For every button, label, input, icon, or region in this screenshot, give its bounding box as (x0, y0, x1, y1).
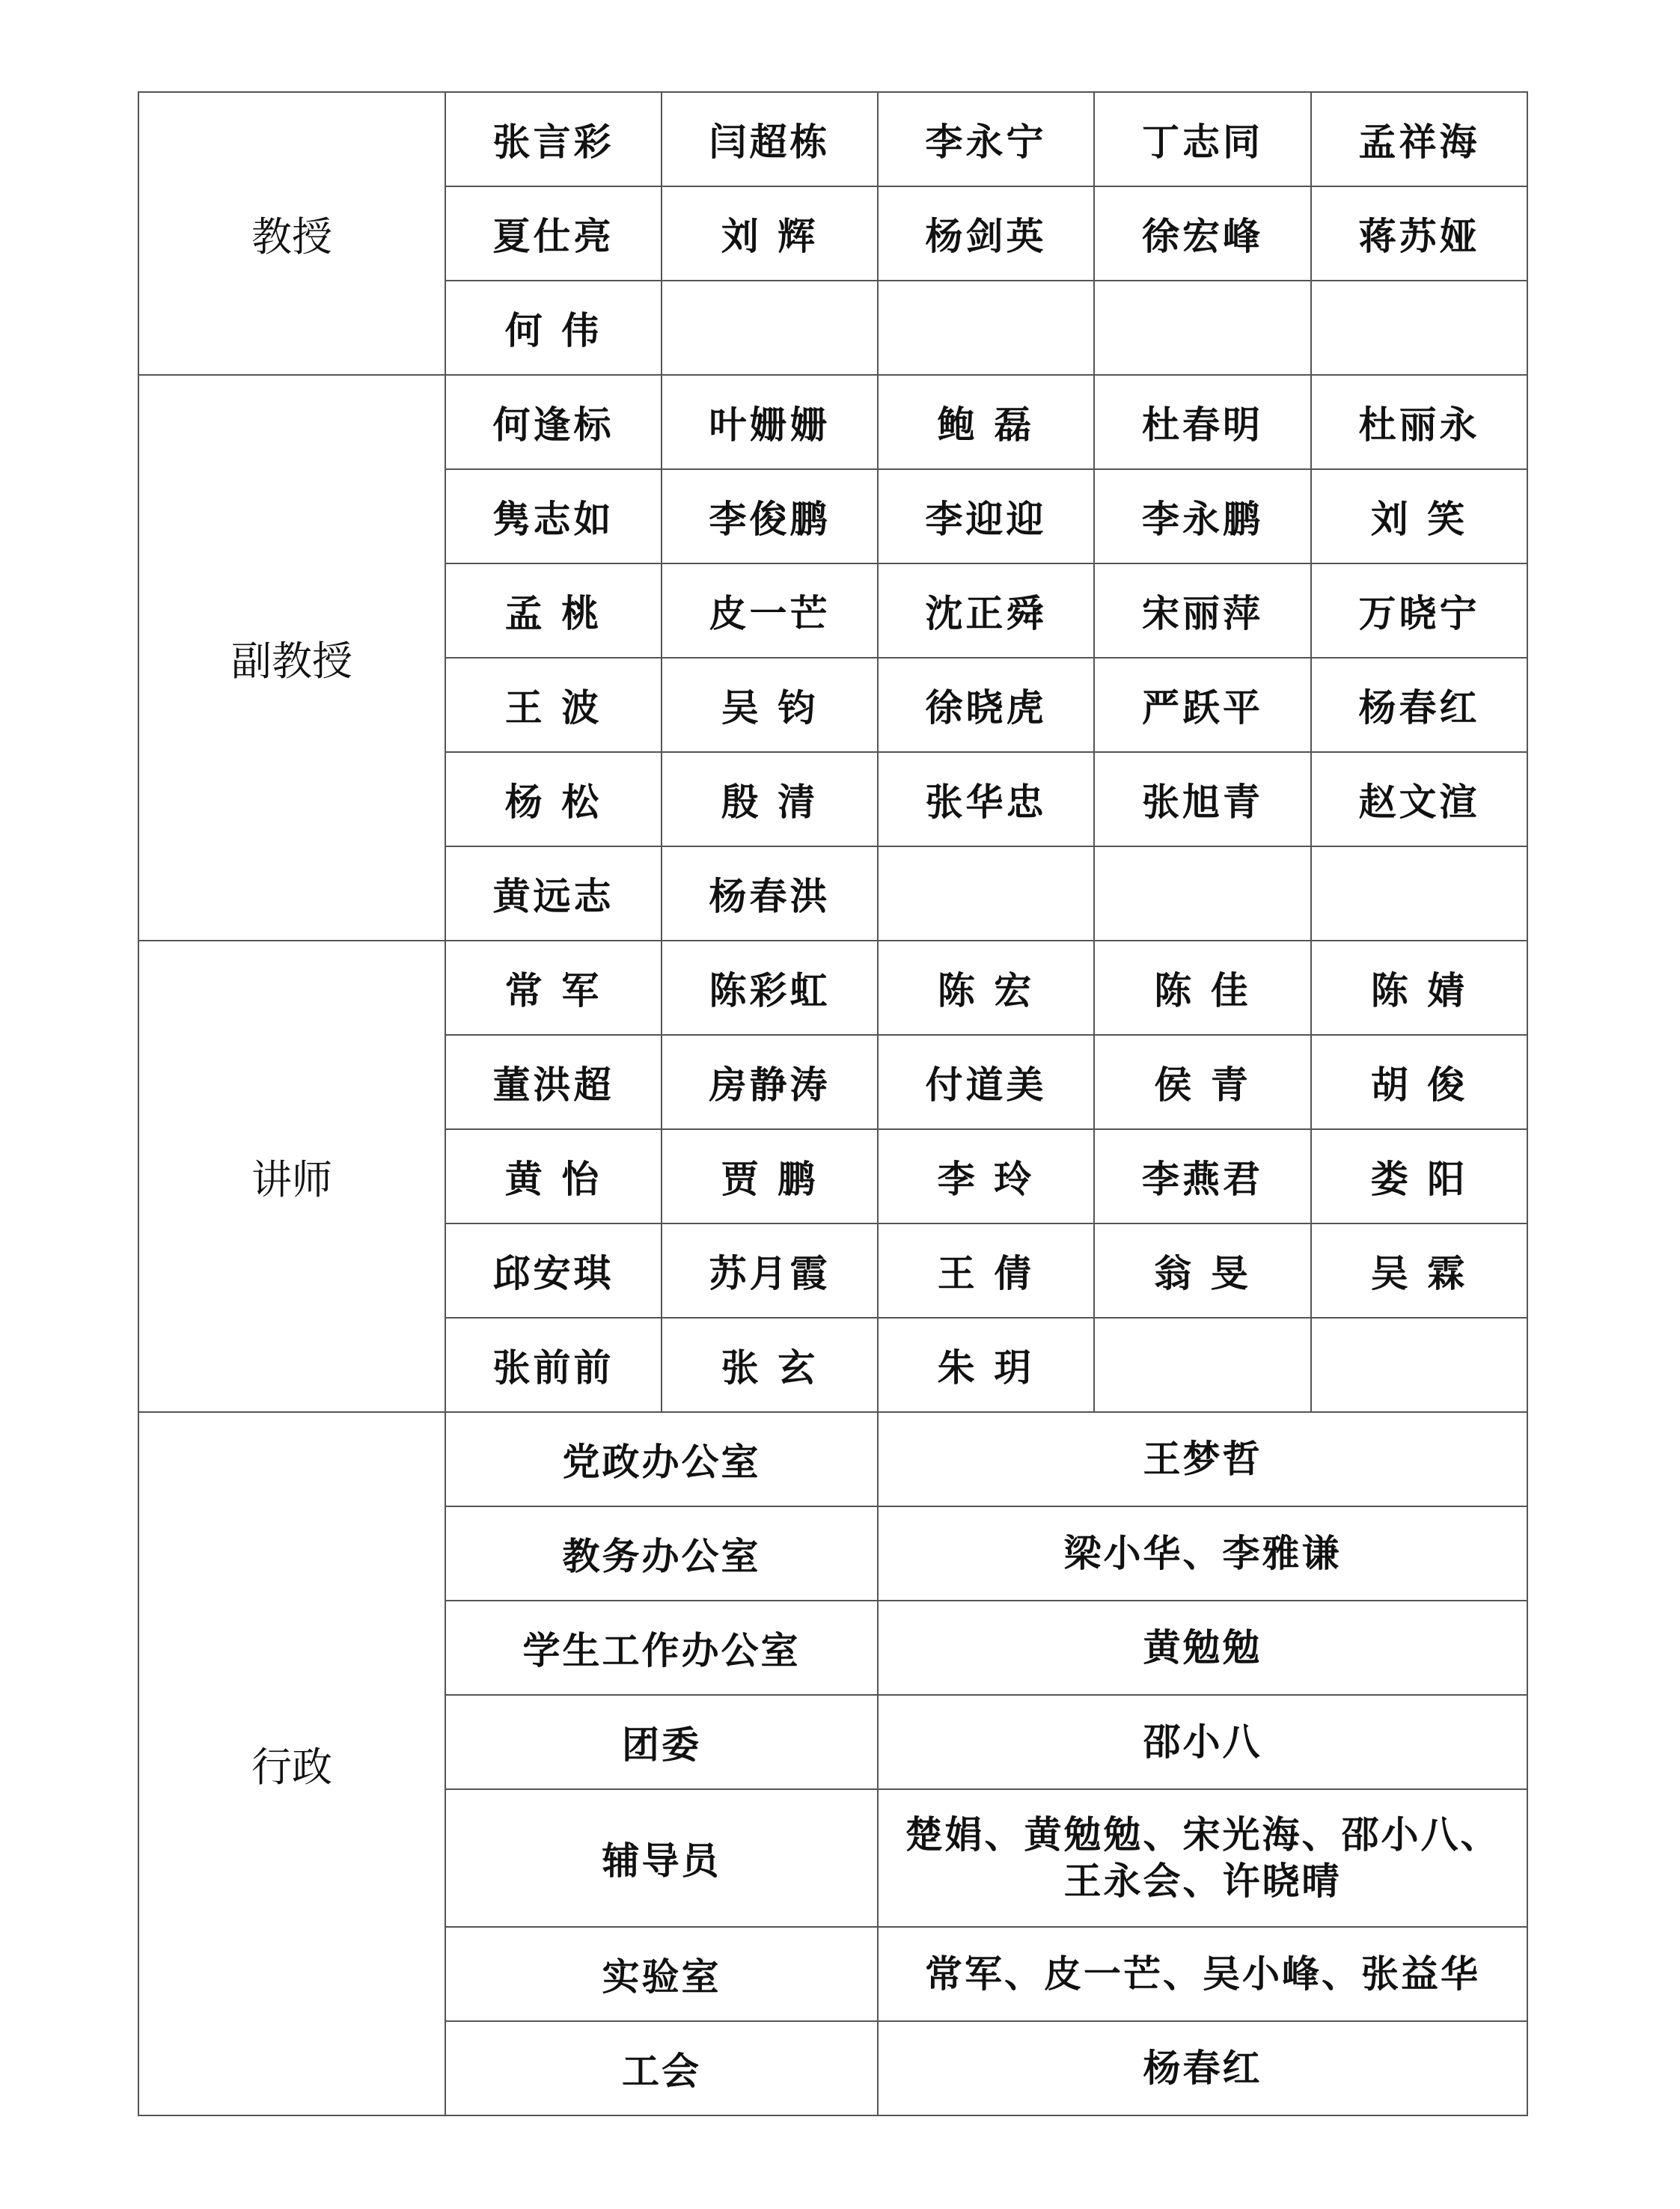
empty-cell (1311, 281, 1527, 375)
staff-roster-table (138, 91, 1528, 2116)
name-cell: 皮一芒 (662, 563, 878, 658)
name-cell: 隽志如 (445, 469, 662, 563)
name-cell: 蒋苏娅 (1311, 186, 1527, 281)
personnel-cell: 邵小八 (878, 1695, 1527, 1789)
personnel-cell: 梁小华、李雅谦 (878, 1506, 1527, 1601)
name-cell: 王 倩 (878, 1223, 1094, 1318)
table-row (138, 92, 1527, 186)
table-row (138, 941, 1527, 1035)
empty-cell (662, 281, 878, 375)
empty-cell (1311, 846, 1527, 941)
name-cell: 李永鹏 (1094, 469, 1311, 563)
name-cell: 贾 鹏 (662, 1129, 878, 1223)
name-cell: 何逢标 (445, 375, 662, 469)
department-cell: 党政办公室 (445, 1412, 878, 1506)
department-cell: 团委 (445, 1695, 878, 1789)
name-cell: 李俊鹏 (662, 469, 878, 563)
name-cell: 娄 阳 (1311, 1129, 1527, 1223)
name-cell: 杨剑英 (878, 186, 1094, 281)
empty-cell (1094, 1318, 1311, 1412)
name-cell: 黄 怡 (445, 1129, 662, 1223)
name-cell: 杜丽永 (1311, 375, 1527, 469)
name-cell: 丁志同 (1094, 92, 1311, 186)
category-associate-professor: 副教授 (138, 375, 445, 941)
name-cell: 李迎迎 (878, 469, 1094, 563)
name-cell: 陈 婧 (1311, 941, 1527, 1035)
name-cell: 杨春洪 (662, 846, 878, 941)
category-professor: 教授 (138, 92, 445, 375)
empty-cell (878, 846, 1094, 941)
category-lecturer: 讲师 (138, 941, 445, 1412)
name-cell: 孟 桃 (445, 563, 662, 658)
name-cell: 张华忠 (878, 752, 1094, 846)
name-cell: 付道美 (878, 1035, 1094, 1129)
name-cell: 鲍 磊 (878, 375, 1094, 469)
name-cell: 徐宏峰 (1094, 186, 1311, 281)
table-row (138, 1412, 1527, 1506)
name-cell: 胡 俊 (1311, 1035, 1527, 1129)
name-cell: 邱安琪 (445, 1223, 662, 1318)
name-cell: 杨春红 (1311, 658, 1527, 752)
name-cell: 徐晓虎 (878, 658, 1094, 752)
name-cell: 翁 旻 (1094, 1223, 1311, 1318)
name-cell: 侯 青 (1094, 1035, 1311, 1129)
name-cell: 陈 佳 (1094, 941, 1311, 1035)
name-cell: 张前前 (445, 1318, 662, 1412)
empty-cell (1311, 1318, 1527, 1412)
name-cell: 张言彩 (445, 92, 662, 186)
name-cell: 吴 霖 (1311, 1223, 1527, 1318)
personnel-cell: 黄勉勉 (878, 1601, 1527, 1695)
name-cell: 张旭青 (1094, 752, 1311, 846)
name-cell: 李永宁 (878, 92, 1094, 186)
personnel-cell: 杨春红 (878, 2021, 1527, 2115)
department-cell: 学生工作办公室 (445, 1601, 878, 1695)
table-row (138, 375, 1527, 469)
name-cell: 宋丽萍 (1094, 563, 1311, 658)
name-cell: 陈 宏 (878, 941, 1094, 1035)
department-cell: 实验室 (445, 1927, 878, 2021)
personnel-line: 楚娟、黄勉勉、宋光海、邵小八、 (905, 1812, 1500, 1857)
name-cell: 吴 钧 (662, 658, 878, 752)
name-cell: 闫超栋 (662, 92, 878, 186)
name-cell: 刘 辉 (662, 186, 878, 281)
personnel-cell: 王梦哲 (878, 1412, 1527, 1506)
name-cell: 常 军 (445, 941, 662, 1035)
name-cell: 杨 松 (445, 752, 662, 846)
name-cell: 万晓宁 (1311, 563, 1527, 658)
name-cell: 陈彩虹 (662, 941, 878, 1035)
name-cell: 李燕君 (1094, 1129, 1311, 1223)
empty-cell (1094, 846, 1311, 941)
name-cell: 王 波 (445, 658, 662, 752)
name-cell: 孟祥海 (1311, 92, 1527, 186)
name-cell: 赵文渲 (1311, 752, 1527, 846)
department-cell: 辅导员 (445, 1789, 878, 1927)
name-cell: 李 玲 (878, 1129, 1094, 1223)
personnel-cell: 常军、皮一芒、吴小峰、张益华 (878, 1927, 1527, 2021)
name-cell: 夏仕亮 (445, 186, 662, 281)
personnel-cell (878, 1789, 1527, 1927)
name-cell: 杜春明 (1094, 375, 1311, 469)
department-cell: 教务办公室 (445, 1506, 878, 1601)
name-cell: 张 玄 (662, 1318, 878, 1412)
name-cell: 沈正舜 (878, 563, 1094, 658)
empty-cell (878, 281, 1094, 375)
name-cell: 房静涛 (662, 1035, 878, 1129)
name-cell: 刘 笑 (1311, 469, 1527, 563)
name-cell: 严跃平 (1094, 658, 1311, 752)
category-administration: 行政 (138, 1412, 445, 2115)
empty-cell (1094, 281, 1311, 375)
name-cell: 黄远志 (445, 846, 662, 941)
name-cell: 苏月霞 (662, 1223, 878, 1318)
name-cell: 董洪超 (445, 1035, 662, 1129)
name-cell: 朱 玥 (878, 1318, 1094, 1412)
name-cell: 何 伟 (445, 281, 662, 375)
department-cell: 工会 (445, 2021, 878, 2115)
name-cell: 殷 清 (662, 752, 878, 846)
personnel-line: 王永会、许晓晴 (1063, 1859, 1342, 1903)
name-cell: 叶姗姗 (662, 375, 878, 469)
